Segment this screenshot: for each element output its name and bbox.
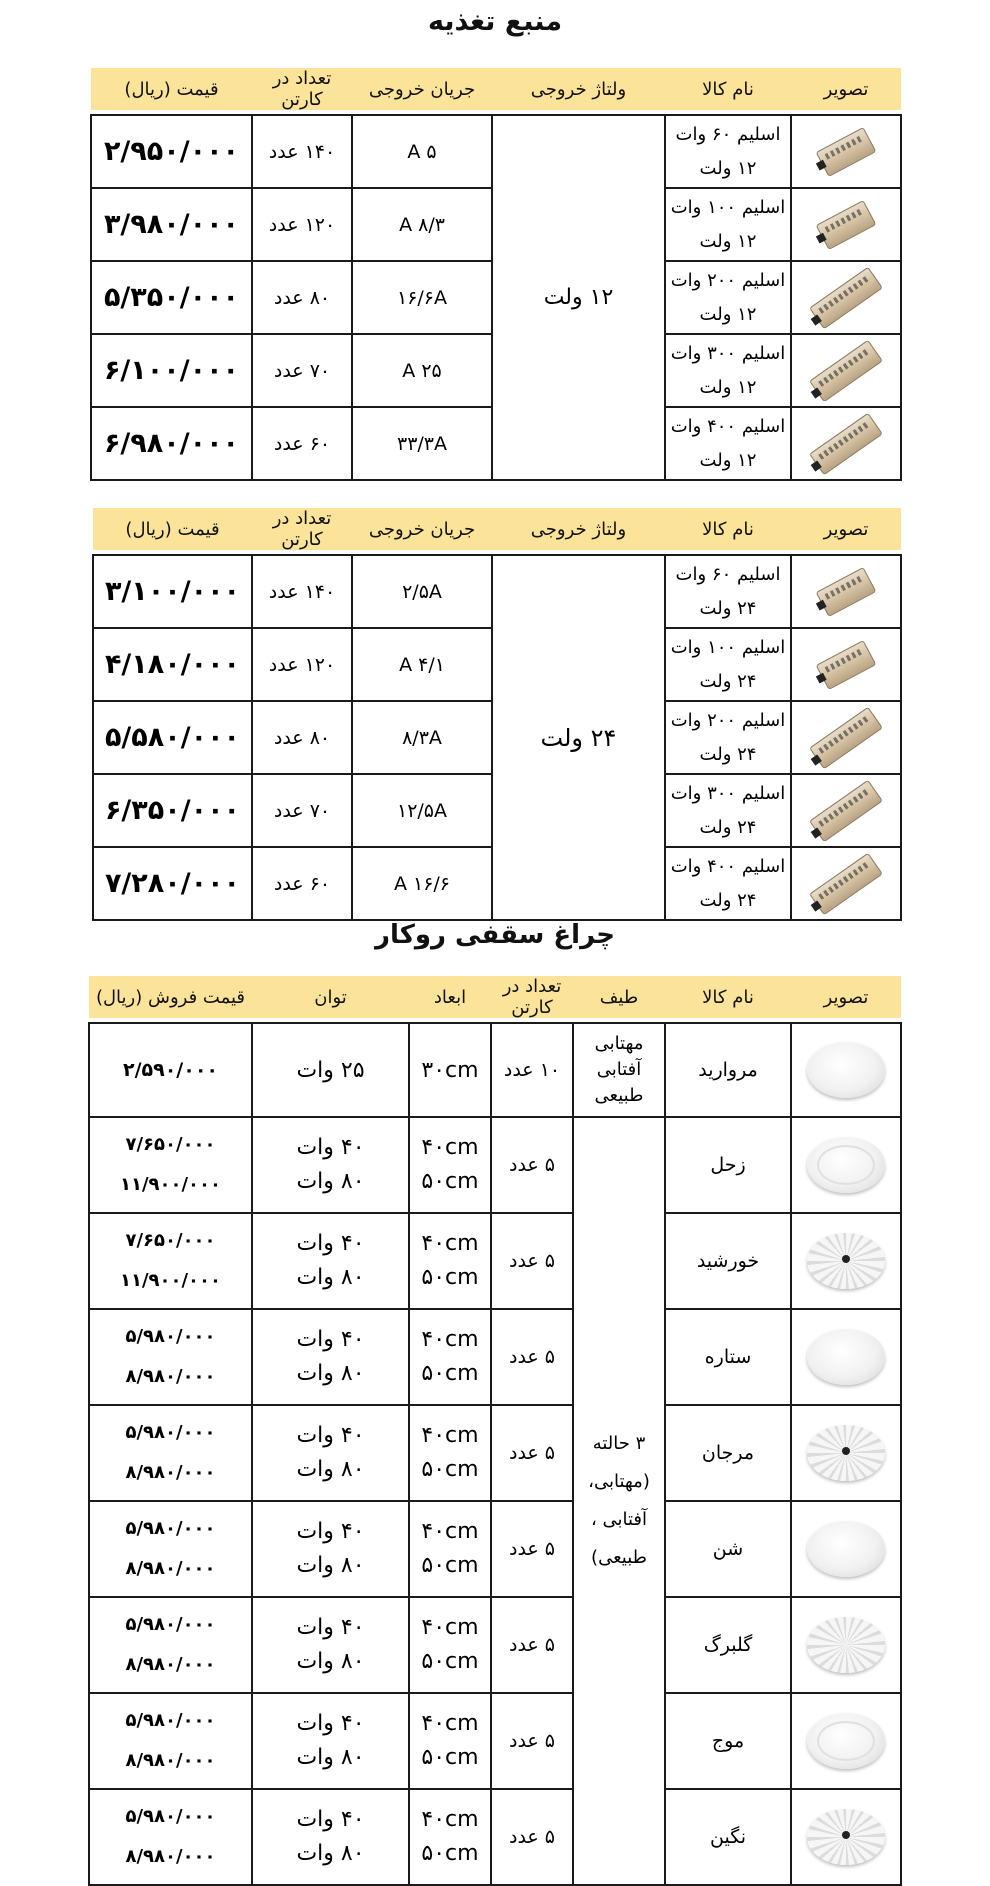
product-image	[791, 1501, 901, 1597]
output-current: ۲/۵A	[352, 555, 492, 628]
price: ۳/۹۸۰/۰۰۰	[91, 188, 252, 261]
power: ۴۰ وات ۸۰ وات	[252, 1693, 409, 1789]
table-header-row	[91, 68, 901, 110]
power-supply-icon	[809, 266, 883, 329]
header-voltage: ولتاژ خروجی	[492, 508, 665, 550]
carton-count: ۱۴۰ عدد	[252, 115, 352, 188]
size: ۴۰cm ۵۰cm	[409, 1309, 491, 1405]
price: ۲/۵۹۰/۰۰۰	[89, 1023, 252, 1117]
table-row	[89, 1117, 901, 1213]
power-supply-icon	[809, 412, 883, 475]
table-row	[89, 1023, 901, 1117]
carton-count: ۵ عدد	[491, 1789, 573, 1885]
carton-count: ۵ عدد	[491, 1213, 573, 1309]
carton-count: ۸۰ عدد	[252, 261, 352, 334]
header-current: جریان خروجی	[352, 508, 492, 550]
size: ۴۰cm ۵۰cm	[409, 1693, 491, 1789]
output-current: ۸/۳ A	[352, 188, 492, 261]
power-supply-icon	[809, 779, 883, 842]
carton-count: ۶۰ عدد	[252, 407, 352, 480]
table-row	[89, 1213, 901, 1309]
power: ۴۰ وات ۸۰ وات	[252, 1789, 409, 1885]
carton-count: ۱۰ عدد	[491, 1023, 573, 1117]
product-name: اسلیم ۲۰۰ وات ۲۴ ولت	[665, 701, 791, 774]
output-current: ۵ A	[352, 115, 492, 188]
product-image	[791, 1405, 901, 1501]
table-row	[89, 1309, 901, 1405]
header-price: قیمت فروش (ریال)	[89, 976, 252, 1018]
product-name: مروارید	[665, 1023, 791, 1117]
header-image: تصویر	[791, 508, 901, 550]
power: ۴۰ وات ۸۰ وات	[252, 1309, 409, 1405]
size: ۴۰cm ۵۰cm	[409, 1501, 491, 1597]
product-name: اسلیم ۲۰۰ وات ۱۲ ولت	[665, 261, 791, 334]
ceiling-lamp-icon	[807, 1809, 885, 1865]
header-size: ابعاد	[409, 976, 491, 1018]
table-row	[89, 1693, 901, 1789]
power-supply-icon	[816, 199, 877, 249]
header-spectrum: طیف	[573, 976, 665, 1018]
product-image	[791, 1789, 901, 1885]
product-name: شن	[665, 1501, 791, 1597]
product-name: اسلیم ۶۰ وات ۱۲ ولت	[665, 115, 791, 188]
product-image	[791, 555, 901, 628]
carton-count: ۷۰ عدد	[252, 774, 352, 847]
product-name: اسلیم ۴۰۰ وات ۲۴ ولت	[665, 847, 791, 920]
product-image	[791, 261, 901, 334]
header-price: قیمت (ریال)	[93, 508, 252, 550]
product-name: اسلیم ۱۰۰ وات ۱۲ ولت	[665, 188, 791, 261]
table-row	[93, 555, 901, 628]
product-name: اسلیم ۳۰۰ وات ۱۲ ولت	[665, 334, 791, 407]
carton-count: ۷۰ عدد	[252, 334, 352, 407]
power-supply-icon	[816, 639, 877, 689]
price: ۶/۳۵۰/۰۰۰	[93, 774, 252, 847]
header-voltage: ولتاژ خروجی	[492, 68, 665, 110]
power: ۴۰ وات ۸۰ وات	[252, 1405, 409, 1501]
table-header-row	[93, 508, 901, 550]
product-image	[791, 1023, 901, 1117]
ceiling-lamp-icon	[807, 1617, 885, 1673]
header-name: نام کالا	[665, 976, 791, 1018]
size: ۴۰cm ۵۰cm	[409, 1597, 491, 1693]
product-name: خورشید	[665, 1213, 791, 1309]
product-name: اسلیم ۳۰۰ وات ۲۴ ولت	[665, 774, 791, 847]
product-name: ستاره	[665, 1309, 791, 1405]
product-image	[791, 1597, 901, 1693]
product-image	[791, 1213, 901, 1309]
output-current: ۴/۱ A	[352, 628, 492, 701]
product-name: مرجان	[665, 1405, 791, 1501]
power: ۲۵ وات	[252, 1023, 409, 1117]
price: ۵/۹۸۰/۰۰۰ ۸/۹۸۰/۰۰۰	[89, 1597, 252, 1693]
psu-24v-table	[92, 508, 902, 921]
price: ۷/۲۸۰/۰۰۰	[93, 847, 252, 920]
product-image	[791, 1309, 901, 1405]
ceiling-lamp-icon	[807, 1521, 885, 1577]
output-current: ۱۶/۶A	[352, 261, 492, 334]
product-name: زحل	[665, 1117, 791, 1213]
price: ۵/۹۸۰/۰۰۰ ۸/۹۸۰/۰۰۰	[89, 1309, 252, 1405]
price: ۴/۱۸۰/۰۰۰	[93, 628, 252, 701]
header-carton: تعداد در کارتن	[252, 508, 352, 550]
carton-count: ۵ عدد	[491, 1405, 573, 1501]
price: ۵/۳۵۰/۰۰۰	[91, 261, 252, 334]
product-image	[791, 1693, 901, 1789]
output-current: ۲۵ A	[352, 334, 492, 407]
product-image	[791, 1117, 901, 1213]
carton-count: ۵ عدد	[491, 1597, 573, 1693]
ceiling-lamp-icon	[807, 1137, 885, 1193]
ceiling-lamp-icon	[807, 1425, 885, 1481]
power-supply-icon	[809, 339, 883, 402]
price: ۵/۹۸۰/۰۰۰ ۸/۹۸۰/۰۰۰	[89, 1405, 252, 1501]
header-carton: تعداد در کارتن	[491, 976, 573, 1018]
price: ۷/۶۵۰/۰۰۰ ۱۱/۹۰۰/۰۰۰	[89, 1213, 252, 1309]
price: ۵/۹۸۰/۰۰۰ ۸/۹۸۰/۰۰۰	[89, 1693, 252, 1789]
header-price: قیمت (ریال)	[91, 68, 252, 110]
size: ۴۰cm ۵۰cm	[409, 1213, 491, 1309]
power-supply-icon	[816, 566, 877, 616]
power: ۴۰ وات ۸۰ وات	[252, 1213, 409, 1309]
product-image	[791, 774, 901, 847]
spectrum-3-mode: ۳ حالته (مهتابی، آفتابی ، طبیعی)	[573, 1117, 665, 1885]
product-image	[791, 334, 901, 407]
product-image	[791, 628, 901, 701]
table-row	[89, 1789, 901, 1885]
product-name: اسلیم ۱۰۰ وات ۲۴ ولت	[665, 628, 791, 701]
product-name: نگین	[665, 1789, 791, 1885]
output-current: ۱۲/۵A	[352, 774, 492, 847]
output-voltage: ۱۲ ولت	[492, 115, 665, 480]
size: ۴۰cm ۵۰cm	[409, 1117, 491, 1213]
product-name: اسلیم ۴۰۰ وات ۱۲ ولت	[665, 407, 791, 480]
price: ۶/۱۰۰/۰۰۰	[91, 334, 252, 407]
price: ۶/۹۸۰/۰۰۰	[91, 407, 252, 480]
ceiling-lamp-icon	[807, 1233, 885, 1289]
price: ۲/۹۵۰/۰۰۰	[91, 115, 252, 188]
size: ۴۰cm ۵۰cm	[409, 1405, 491, 1501]
power-supply-icon	[816, 126, 877, 176]
product-image	[791, 407, 901, 480]
power: ۴۰ وات ۸۰ وات	[252, 1501, 409, 1597]
output-current: ۳۳/۳A	[352, 407, 492, 480]
price: ۵/۹۸۰/۰۰۰ ۸/۹۸۰/۰۰۰	[89, 1789, 252, 1885]
table-row	[89, 1501, 901, 1597]
carton-count: ۱۴۰ عدد	[252, 555, 352, 628]
product-image	[791, 847, 901, 920]
carton-count: ۵ عدد	[491, 1309, 573, 1405]
size: ۴۰cm ۵۰cm	[409, 1789, 491, 1885]
product-name: گلبرگ	[665, 1597, 791, 1693]
output-voltage: ۲۴ ولت	[492, 555, 665, 920]
table-row	[91, 115, 901, 188]
table-row	[89, 1405, 901, 1501]
product-image	[791, 188, 901, 261]
power-supply-icon	[809, 852, 883, 915]
output-current: ۸/۳A	[352, 701, 492, 774]
price: ۵/۹۸۰/۰۰۰ ۸/۹۸۰/۰۰۰	[89, 1501, 252, 1597]
table-row	[89, 1597, 901, 1693]
price: ۷/۶۵۰/۰۰۰ ۱۱/۹۰۰/۰۰۰	[89, 1117, 252, 1213]
power: ۴۰ وات ۸۰ وات	[252, 1597, 409, 1693]
product-name: موج	[665, 1693, 791, 1789]
psu-12v-table	[90, 68, 902, 481]
product-name: اسلیم ۶۰ وات ۲۴ ولت	[665, 555, 791, 628]
header-image: تصویر	[791, 68, 901, 110]
carton-count: ۵ عدد	[491, 1693, 573, 1789]
header-current: جریان خروجی	[352, 68, 492, 110]
ceiling-lamp-icon	[807, 1329, 885, 1385]
carton-count: ۸۰ عدد	[252, 701, 352, 774]
spectrum: مهتابی آفتابی طبیعی	[573, 1023, 665, 1117]
ceiling-lamp-icon	[807, 1713, 885, 1769]
power: ۴۰ وات ۸۰ وات	[252, 1117, 409, 1213]
header-carton: تعداد در کارتن	[252, 68, 352, 110]
header-power: توان	[252, 976, 409, 1018]
price: ۳/۱۰۰/۰۰۰	[93, 555, 252, 628]
header-name: نام کالا	[665, 68, 791, 110]
carton-count: ۵ عدد	[491, 1501, 573, 1597]
power-supply-icon	[809, 706, 883, 769]
ceiling-lamp-table	[88, 976, 902, 1886]
header-image: تصویر	[791, 976, 901, 1018]
page-title-psu: منبع تغذیه	[427, 6, 563, 37]
product-image	[791, 115, 901, 188]
output-current: ۱۶/۶ A	[352, 847, 492, 920]
carton-count: ۶۰ عدد	[252, 847, 352, 920]
carton-count: ۱۲۰ عدد	[252, 628, 352, 701]
price: ۵/۵۸۰/۰۰۰	[93, 701, 252, 774]
size: ۳۰cm	[409, 1023, 491, 1117]
carton-count: ۵ عدد	[491, 1117, 573, 1213]
table-header-row	[89, 976, 901, 1018]
carton-count: ۱۲۰ عدد	[252, 188, 352, 261]
page-title-lamp: چراغ سقفی روکار	[375, 920, 615, 950]
product-image	[791, 701, 901, 774]
ceiling-lamp-icon	[807, 1042, 885, 1098]
header-name: نام کالا	[665, 508, 791, 550]
